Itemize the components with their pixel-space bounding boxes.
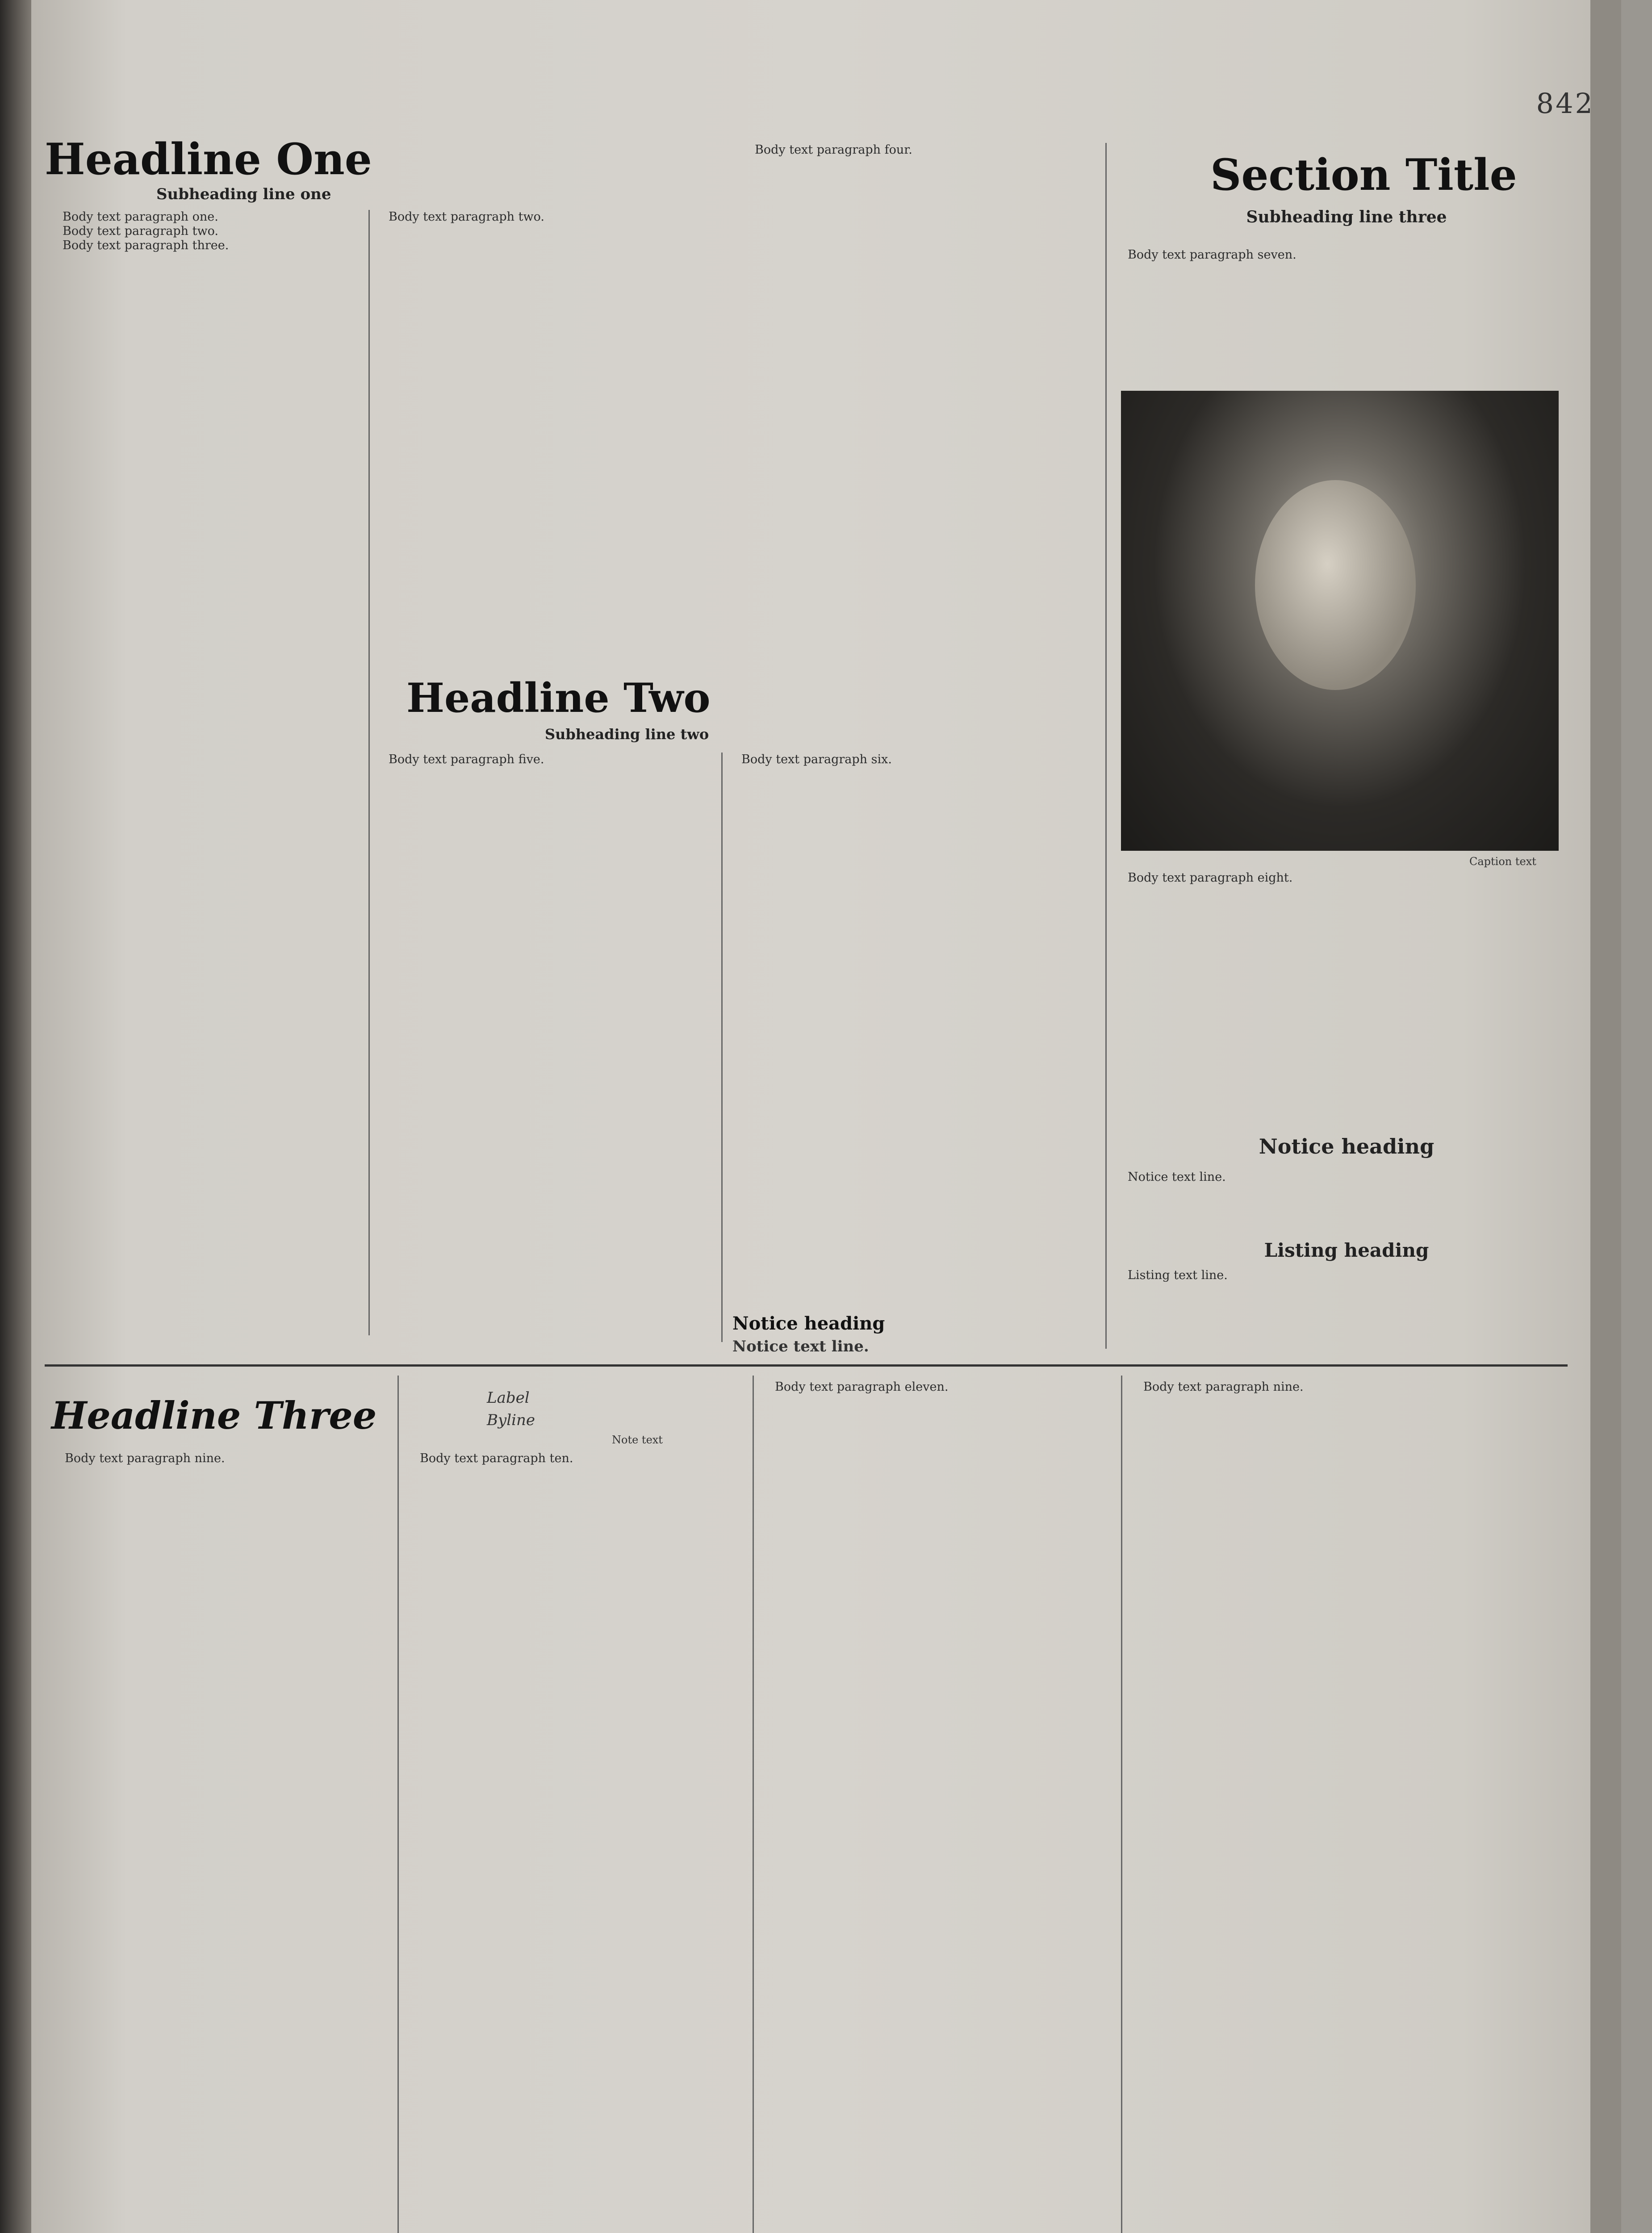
column-rule <box>1121 1376 1122 2233</box>
paragraph: Body text paragraph five. <box>389 753 544 766</box>
paragraph: Body text paragraph two. <box>63 224 218 238</box>
portrait-face <box>1255 480 1416 690</box>
blackout-title: Notice heading <box>732 1313 885 1334</box>
photo-caption: Caption text <box>1469 855 1536 868</box>
book-spine <box>0 0 31 2233</box>
paragraph: Body text paragraph eight. <box>1128 871 1293 885</box>
page-edge <box>1590 0 1621 2233</box>
notice-title: Notice heading <box>1259 1134 1435 1158</box>
serial-headline: Headline Three <box>51 1393 377 1438</box>
serial-byline: Byline <box>487 1411 535 1429</box>
headline-1: Headline One <box>45 134 372 184</box>
newspaper-page <box>31 0 1621 2233</box>
sidebar-subhead: Subheading line three <box>1246 208 1447 226</box>
paragraph: Listing text line. <box>1128 1268 1228 1282</box>
section-divider <box>45 1364 1568 1367</box>
paragraph: Body text paragraph nine. <box>65 1451 225 1465</box>
column-rule <box>397 1376 399 2233</box>
headline-2: Headline Two <box>406 674 711 722</box>
column-rule <box>368 210 370 1335</box>
paragraph: Body text paragraph two. <box>389 210 544 224</box>
serial-note: Note text <box>612 1434 663 1446</box>
column-rule <box>753 1376 754 2233</box>
paragraph: Body text paragraph one. <box>63 210 218 224</box>
paragraph: Body text paragraph seven. <box>1128 248 1297 262</box>
serial-column-3 <box>761 1380 1114 2233</box>
blackout-text: Notice text line. <box>732 1338 869 1355</box>
paragraph: Body text paragraph six. <box>741 753 892 766</box>
theater-body <box>1114 1268 1565 1358</box>
column-1 <box>49 210 362 1335</box>
portrait-photo <box>1121 391 1559 851</box>
paragraph: Body text paragraph eleven. <box>775 1380 949 1394</box>
serial-column-2 <box>406 1451 746 2233</box>
subhead-2: Subheading line two <box>545 726 709 743</box>
notice-body <box>1114 1170 1565 1233</box>
subhead-1: Subheading line one <box>156 185 331 203</box>
sidebar-headline: Section Title <box>1210 150 1517 200</box>
paragraph: Body text paragraph three. <box>63 238 229 252</box>
serial-column-1 <box>51 1451 391 2233</box>
column-4 <box>375 753 715 1342</box>
theater-title: Listing heading <box>1264 1239 1429 1261</box>
column-2 <box>375 210 724 670</box>
serial-column-4 <box>1130 1380 1568 2233</box>
page-number: 842 <box>1536 87 1594 120</box>
paragraph: Body text paragraph ten. <box>420 1451 573 1465</box>
paragraph: Body text paragraph nine. <box>1143 1380 1304 1394</box>
column-rule <box>721 753 723 1342</box>
column-5 <box>728 753 1094 1306</box>
sidebar-intro <box>1114 248 1565 382</box>
paragraph: Body text paragraph four. <box>755 143 912 157</box>
paragraph: Notice text line. <box>1128 1170 1226 1184</box>
sidebar-body <box>1114 871 1565 1121</box>
column-3 <box>741 143 1090 621</box>
column-rule <box>1105 143 1107 1349</box>
serial-genre: Label <box>487 1389 530 1407</box>
